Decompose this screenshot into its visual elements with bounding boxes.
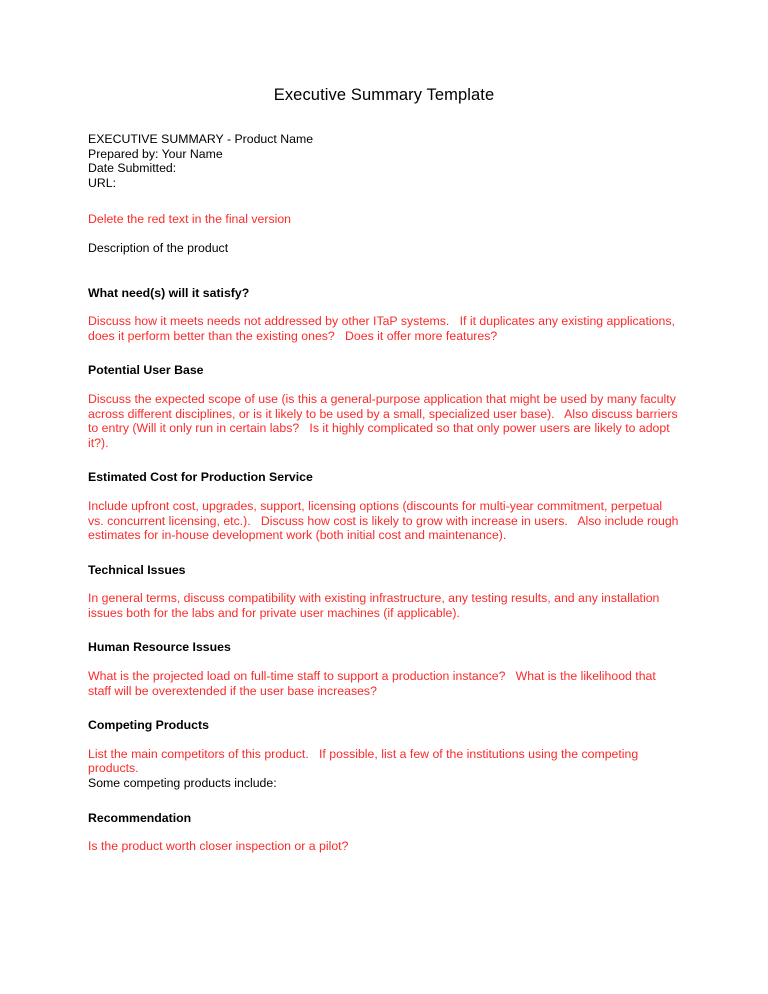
description-of-product-label: Description of the product <box>88 240 229 255</box>
spacer <box>88 733 680 747</box>
section-what-needs-will-it-satisfy <box>88 286 680 344</box>
section-instruction-text: Is the product worth closer inspection or a pilot? <box>88 839 349 854</box>
spacer <box>88 450 680 470</box>
document-body <box>88 86 680 854</box>
section-heading: What need(s) will it satisfy? <box>88 285 250 300</box>
section-estimated-cost-for-production-service <box>88 470 680 542</box>
spacer <box>88 791 680 811</box>
section-recommendation <box>88 811 680 854</box>
section-heading: Estimated Cost for Production Service <box>88 470 313 485</box>
section-instruction-text: Discuss the expected scope of use (is this a general-purpose application that might be used by many faculty across different disciplines, or is it likely to be used by a small, specialized user base). Also discuss barriers to entry (Will it only run in certain labs? Is it highly complicated so that only power users are likely to adopt it?). <box>88 391 682 450</box>
section-competing-products <box>88 718 680 790</box>
section-heading: Human Resource Issues <box>88 640 231 655</box>
spacer <box>88 300 680 314</box>
document-header-block <box>88 132 680 190</box>
section-heading: Recommendation <box>88 810 192 825</box>
spacer <box>88 378 680 392</box>
header-line-url: URL: <box>88 175 117 190</box>
spacer <box>88 577 680 591</box>
section-instruction-text: Discuss how it meets needs not addressed by other ITaP systems. If it duplicates any existing applications, does it perform better than the existing ones? Does it offer more features? <box>88 314 679 343</box>
spacer <box>88 825 680 839</box>
section-instruction-text: List the main competitors of this product. If possible, list a few of the institutions using the competing products. <box>88 746 642 776</box>
section-human-resource-issues <box>88 640 680 698</box>
section-heading: Potential User Base <box>88 363 204 378</box>
section-heading: Technical Issues <box>88 562 186 577</box>
spacer <box>88 543 680 563</box>
competing-products-answer-prompt: Some competing products include: <box>88 776 277 791</box>
section-instruction-text: What is the projected load on full-time staff to support a production instance? What is the likelihood that staff will be overextended if the user base increases? <box>88 669 660 698</box>
spacer <box>88 620 680 640</box>
spacer <box>88 698 680 718</box>
section-instruction-text: Include upfront cost, upgrades, support, licensing options (discounts for multi-year commitment, perpetual vs. concurrent licensing, etc.). Discuss how cost is likely to grow with increase in users. Also include rough estimates for in-house development work (both initial cost and maintenance). <box>88 498 682 543</box>
header-line-date-submitted: Date Submitted: <box>88 161 177 176</box>
spacer <box>88 227 680 241</box>
section-potential-user-base <box>88 363 680 450</box>
section-heading: Competing Products <box>88 718 209 733</box>
header-line-executive-summary: EXECUTIVE SUMMARY - Product Name <box>88 132 314 146</box>
spacer <box>88 343 680 363</box>
section-instruction-text: In general terms, discuss compatibility with existing infrastructure, any testing results, and any installation issues both for the labs and for private user machines (if applicable). <box>88 591 663 620</box>
header-line-prepared-by: Prepared by: Your Name <box>88 146 223 161</box>
spacer <box>88 485 680 499</box>
delete-red-text-notice: Delete the red text in the final version <box>88 212 292 227</box>
section-technical-issues <box>88 563 680 621</box>
spacer <box>88 655 680 669</box>
spacer <box>88 256 680 286</box>
page-title: Executive Summary Template <box>273 86 495 104</box>
